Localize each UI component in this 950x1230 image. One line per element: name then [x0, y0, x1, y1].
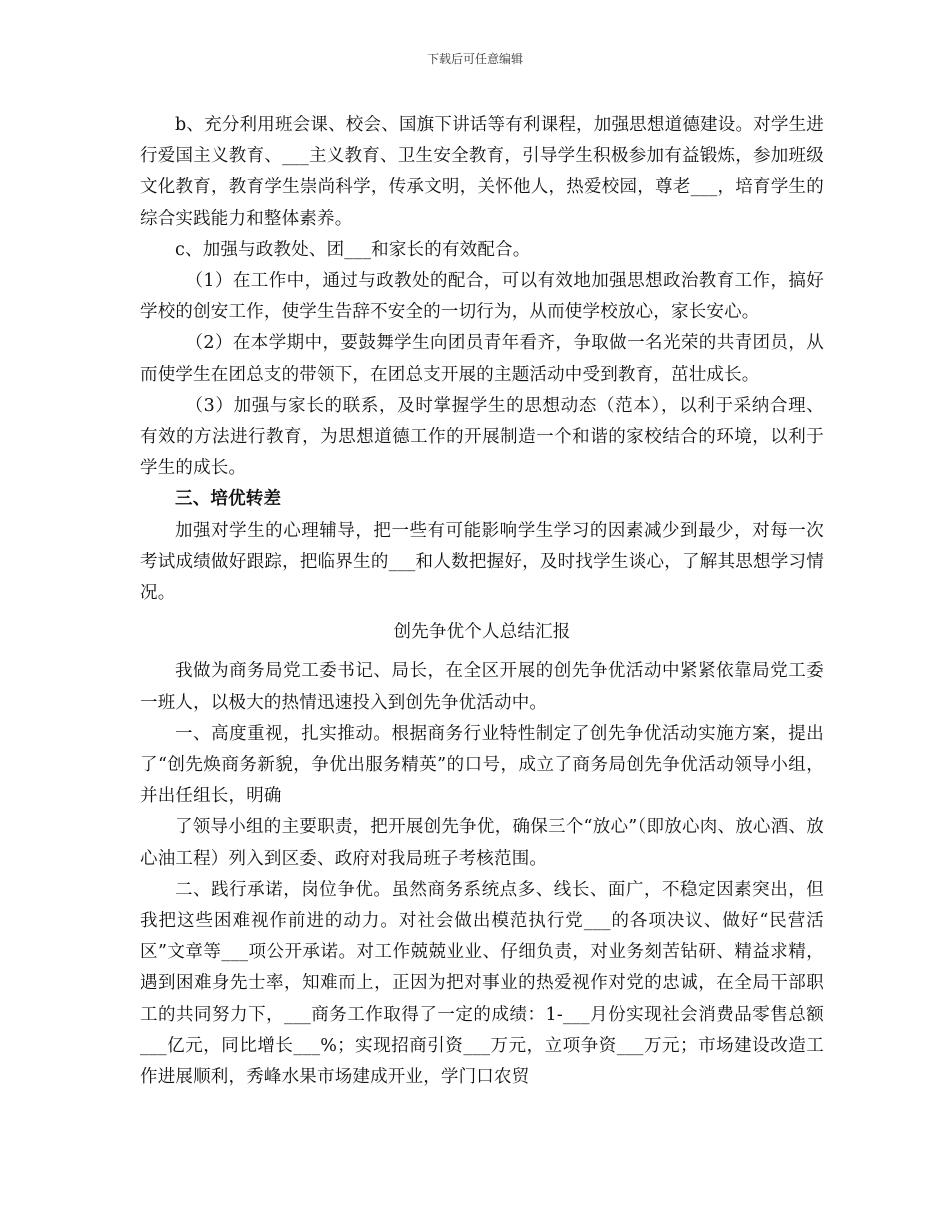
section-heading-three: 三、培优转差	[175, 489, 282, 510]
report-paragraph-4: 二、践行承诺，岗位争优。虽然商务系统点多、线长、面广，不稳定因素突出，但我把这些困难视作前进的动力。对社会做出模范执行党___的各项决议、做好“民营活区”文章等___项公开承诺。对工作兢兢业业、仔细负责，对业务刻苦钻研、精益求精，遇到困难身先士率，知难而上，正因为把对事业的热爱视作对党的忠诚，在全局干部职工的共同努力下，___商务工作取得了一定的成绩：1-___月份实现社会消费品零售总额___亿元，同比增长___%；实现招商引资___万元，立项争资___万元；市场建设改造工作进展顺利，秀峰水果市场建成开业，学门口农贸	[140, 879, 824, 1088]
report-paragraph-1: 我做为商务局党工委书记、局长，在全区开展的创先争优活动中紧紧依靠局党工委一班人，以极大的热情迅速投入到创先争优活动中。	[140, 661, 824, 713]
report-paragraph-3: 了领导小组的主要职责，把开展创先争优，确保三个“放心”（即放心肉、放心酒、放心油工程）列入到区委、政府对我局班子考核范围。	[140, 817, 824, 869]
paragraph-c3: （3）加强与家长的联系，及时掌握学生的思想动态（范本），以利于采纳合理、有效的方法进行教育，为思想道德工作的开展制造一个和谐的家校结合的环境，以利于学生的成长。	[140, 395, 824, 479]
paragraph-c1: （1）在工作中，通过与政教处的配合，可以有效地加强思想政治教育工作，搞好学校的创安工作，使学生告辞不安全的一切行为，从而使学校放心，家长安心。	[140, 271, 824, 323]
document-body	[140, 110, 824, 1093]
paragraph-b: b、充分利用班会课、校会、国旗下讲话等有利课程，加强思想道德建设。对学生进行爱国主义教育、___主义教育、卫生安全教育，引导学生积极参加有益锻炼，参加班级文化教育，教育学生崇尚科学，传承文明，关怀他人，热爱校园，尊老___，培育学生的综合实践能力和整体素养。	[140, 115, 824, 229]
report-paragraph-2: 一、高度重视，扎实推动。根据商务行业特性制定了创先争优活动实施方案，提出了“创先焕商务新貌，争优出服务精英”的口号，成立了商务局创先争优活动领导小组，并出任组长，明确	[140, 723, 824, 807]
paragraph-section-three: 加强对学生的心理辅导，把一些有可能影响学生学习的因素减少到最少，对每一次考试成绩做好跟踪，把临界生的___和人数把握好，及时找学生谈心，了解其思想学习情况。	[140, 520, 824, 604]
paragraph-c: c、加强与政教处、团___和家长的有效配合。	[175, 239, 531, 260]
page-header-note: 下载后可任意编辑	[426, 52, 523, 66]
report-title: 创先争优个人总结汇报	[393, 622, 571, 643]
paragraph-c2: （2）在本学期中，要鼓舞学生向团员青年看齐，争取做一名光荣的共青团员，从而使学生在团总支的带领下，在团总支开展的主题活动中受到教育，茁壮成长。	[140, 333, 824, 385]
